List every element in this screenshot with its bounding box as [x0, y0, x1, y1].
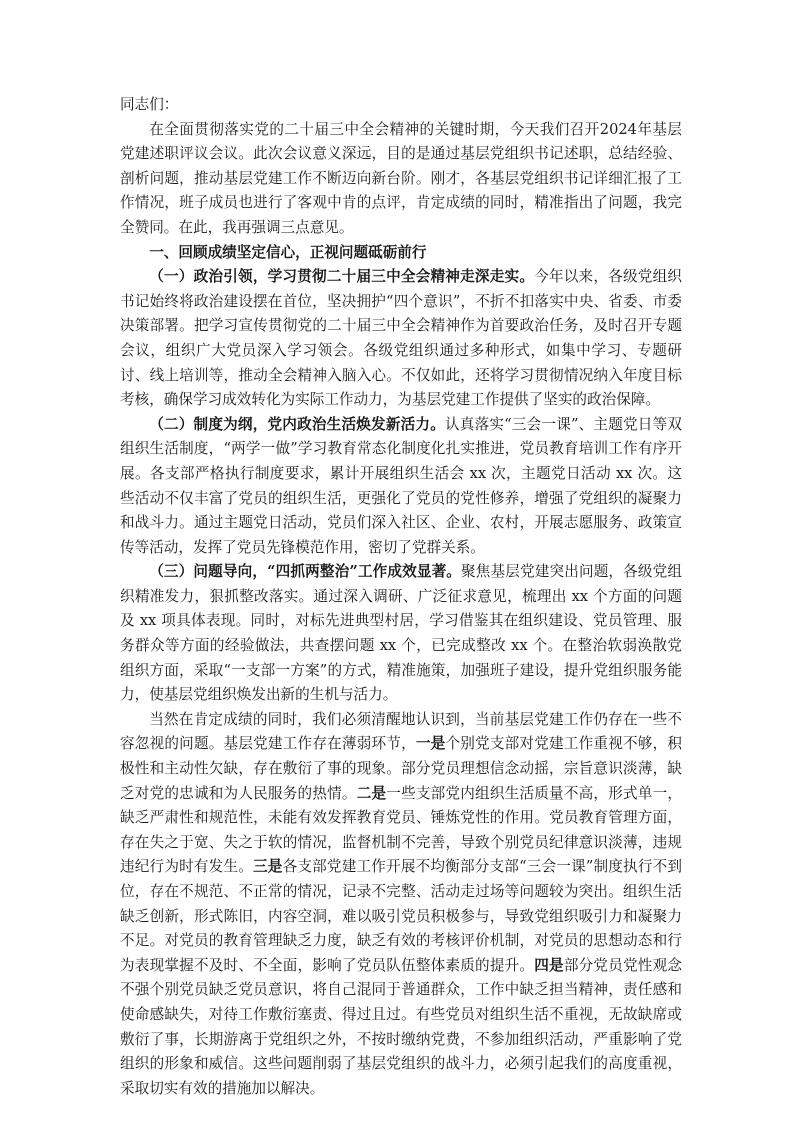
intro-paragraph: 在全面贯彻落实党的二十届三中全会精神的关键时期，今天我们召开2024年基层党建述职评议会议。此次会议意义深远，目的是通过基层党组织书记述职，总结经验、剖析问题，推动基层党建工作不断迈向新台阶。刚才，各基层党组织书记详细汇报了工作情况，班子成员也进行了客观中肯的点评，肯定成绩的同时，精准指出了问题，我完全赞同。在此，我再强调三点意见。 — [120, 120, 682, 236]
problem-text-1: 个别党支部对党建工作重视不够，积极性和主动性欠缺，存在敷衍了事的现象。部分党员理想信念动摇，宗旨意识淡薄，缺乏对党的忠诚和为人民服务的热情。 — [120, 735, 682, 802]
section-1-body: 今年以来，各级党组织书记始终将政治建设摆在首位，坚决拥护“四个意识”，不折不扣落实中央、省委、市委决策部署。把学习宣传贯彻党的二十届三中全会精神作为首要政治任务，及时召开专题会议，组织广大党员深入学习领会。各级党组织通过多种形式，如集中学习、专题研讨、线上培训等，推动全会精神入脑入心。不仅如此，还将学习贯彻情况纳入年度目标考核，确保学习成效转化为实际工作动力，为基层党建工作提供了坚实的政治保障。 — [120, 268, 682, 409]
problem-marker-2: 二是 — [356, 784, 387, 802]
section-heading: 一、回顾成绩坚定信心，正视问题砥砺前行 — [149, 243, 427, 261]
section-2-title: （二）制度为纲，党内政治生活焕发新活力。 — [149, 415, 445, 433]
problem-marker-4: 四是 — [534, 956, 564, 974]
section-2-body: 认真落实“三会一课”、主题党日等双组织生活制度，“两学一做”学习教育常态化制度化扎实推进，党员教育培训工作有序开展。各支部严格执行制度要求，累计开展组织生活会 xx 次，主题党日活动 xx 次。这些活动不仅丰富了党员的组织生活，更强化了党员的党性修养，增强了党组织的凝聚力和战斗力。通过主题党日活动，党员们深入社区、企业、农村，开展志愿服务、政策宣传等活动，发挥了党员先锋模范作用，密切了党群关系。 — [120, 415, 682, 556]
problem-text-2: 一些支部党内组织生活质量不高，形式单一，缺乏严肃性和规范性，未能有效发挥教育党员、锤炼党性的作用。党员教育管理方面，存在失之于宽、失之于软的情况，监督机制不完善，导致个别党员纪律意识淡薄，违规违纪行为时有发生。 — [120, 784, 682, 876]
section-3-title: （三）问题导向，“四抓两整治”工作成效显著。 — [149, 563, 462, 581]
problem-marker-3: 三是 — [253, 858, 283, 876]
section-1-paragraph — [120, 265, 682, 413]
section-3-paragraph — [120, 560, 682, 708]
problems-paragraph — [120, 708, 682, 1102]
problems-lead: 当然在肯定成绩的同时，我们必须清醒地认识到，当前基层党建工作仍存在一些不容忽视的问题。基层党建工作存在薄弱环节， — [120, 710, 682, 753]
document-page — [120, 93, 682, 1101]
section-2-paragraph — [120, 413, 682, 561]
problem-text-3: 各支部党建工作开展不均衡部分支部“三会一课”制度执行不到位，存在不规范、不正常的情况，记录不完整、活动走过场等问题较为突出。组织生活缺乏创新，形式陈旧，内容空洞，难以吸引党员积极参与，导致党组织吸引力和凝聚力不足。对党员的教育管理缺乏力度，缺乏有效的考核评价机制，对党员的思想动态和行为表现掌握不及时、不全面，影响了党员队伍整体素质的提升。 — [120, 858, 682, 974]
section-3-body: 聚焦基层党建突出问题，各级党组织精准发力，狠抓整改落实。通过深入调研、广泛征求意见，梳理出 xx 个方面的问题及 xx 项具体表现。同时，对标先进典型村居，学习借鉴其在组织建设、党员管理、服务群众等方面的经验做法，共查摆问题 xx 个，已完成整改 xx 个。在整治软弱涣散党组织方面，采取“一支部一方案”的方式，精准施策，加强班子建设，提升党组织服务能力，使基层党组织焕发出新的生机与活力。 — [120, 563, 682, 704]
salutation: 同志们： — [120, 96, 179, 113]
problem-text-4: 部分党员党性观念不强个别党员缺乏党员意识，将自己混同于普通群众，工作中缺乏担当精神，责任感和使命感缺失，对待工作敷衍塞责、得过且过。有些党员对组织生活不重视，无故缺席或敷衍了事，长期游离于党组织之外，不按时缴纳党费，不参加组织活动，严重影响了党组织的形象和威信。这些问题削弱了基层党组织的战斗力，必须引起我们的高度重视，采取切实有效的措施加以解决。 — [120, 956, 682, 1097]
section-1-title: （一）政治引领，学习贯彻二十届三中全会精神走深走实。 — [149, 268, 535, 286]
problem-marker-1: 一是 — [415, 735, 446, 753]
